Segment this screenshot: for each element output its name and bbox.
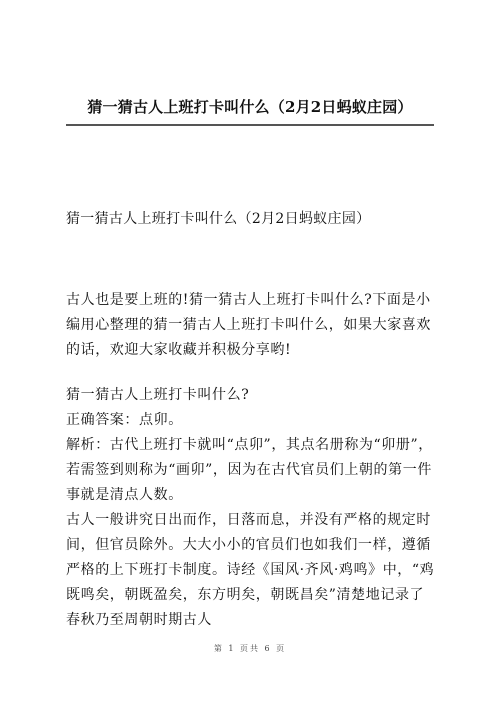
document-title: 猜一猜古人上班打卡叫什么（2月2日蚂蚁庄园） (66, 211, 371, 227)
document-body (66, 288, 436, 633)
answer-line: 正确答案：点卯。 (66, 412, 183, 428)
page-header-title: 猜一猜古人上班打卡叫什么（2月2日蚂蚁庄园） (87, 98, 413, 116)
paragraph-spacer (66, 363, 436, 383)
page-number-footer: 第 1 页共 6 页 (213, 644, 287, 653)
history-paragraph: 古人一般讲究日出而作，日落而息，并没有严格的规定时间，但官员除外。大大小小的官员们也如我们一样，遵循严格的上下班打卡制度。诗经《国风·齐风·鸡鸣》中，“鸡既鸣矣，朝既盈矣，东方明矣，朝既昌矣”清楚地记录了春秋乃至周朝时期古人 (66, 512, 435, 628)
header-divider (66, 124, 434, 126)
intro-paragraph: 古人也是要上班的!猜一猜古人上班打卡叫什么?下面是小编用心整理的猜一猜古人上班打卡叫什么，如果大家喜欢的话，欢迎大家收藏并积极分享哟! (66, 292, 431, 358)
explanation-paragraph: 解析：古代上班打卡就叫“点卯”，其点名册称为“卯册”，若需签到则称为“画卯”，因为在古代官员们上朝的第一件事就是清点人数。 (66, 437, 433, 503)
question-line: 猜一猜古人上班打卡叫什么? (66, 387, 250, 403)
